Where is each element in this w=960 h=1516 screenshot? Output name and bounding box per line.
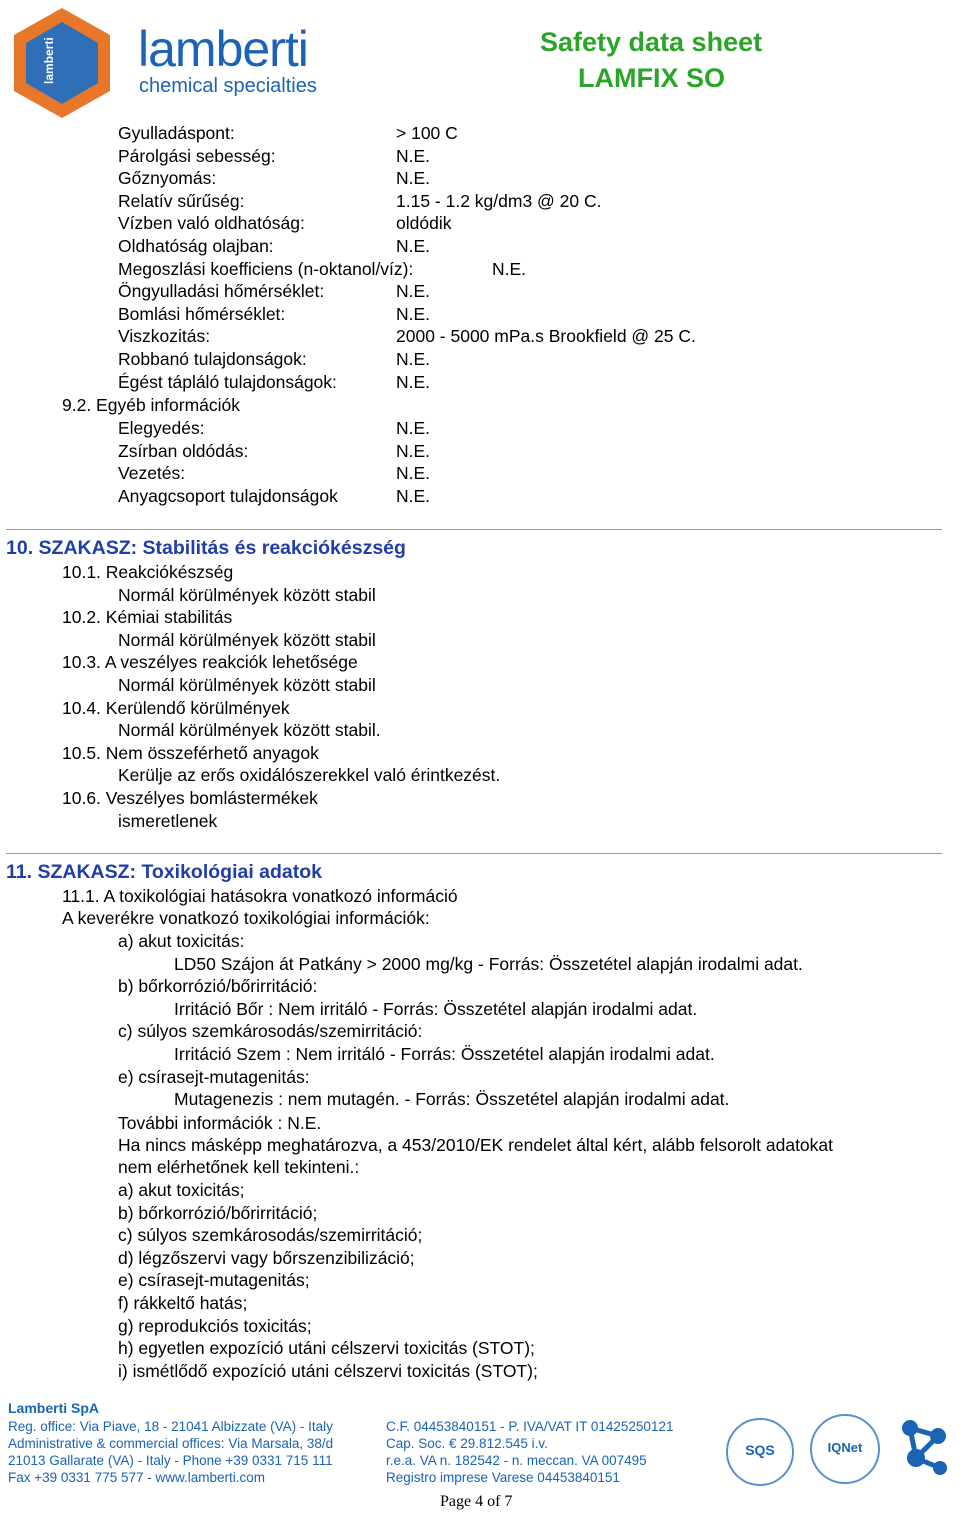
- info-label: Zsírban oldódás:: [118, 440, 249, 461]
- molecule-logo-icon: [896, 1414, 952, 1480]
- property-value: N.E.: [396, 236, 431, 256]
- list-item: c) súlyos szemkárosodás/szemirritáció;: [118, 1225, 423, 1246]
- company-logo: [10, 6, 114, 120]
- subsection-heading: 10.6. Veszélyes bomlástermékek: [62, 788, 318, 808]
- subsection-heading: 10.4. Kerülendő körülmények: [62, 697, 290, 718]
- page-number: Page 4 of 7: [440, 1493, 513, 1510]
- section-divider: [6, 529, 942, 530]
- list-item: d) légzőszervi vagy bőrszenzibilizáció;: [118, 1247, 415, 1268]
- property-label: Gőznyomás:: [118, 168, 217, 189]
- toxicity-detail: LD50 Szájon át Patkány > 2000 mg/kg - Forrás: Összetétel alapján irodalmi adat.: [174, 953, 803, 974]
- property-label: Vízben való oldhatóság:: [118, 213, 305, 234]
- property-label: Égést tápláló tulajdonságok:: [118, 371, 337, 392]
- logo-mark-text: lamberti: [42, 37, 56, 84]
- cert-label-iqnet: IQNet: [827, 1440, 863, 1455]
- property-label: Relatív sűrűség:: [118, 190, 245, 211]
- subsection-text: Normál körülmények között stabil: [118, 629, 376, 650]
- footer-registry-line: Cap. Soc. € 29.812.545 i.v.: [386, 1436, 548, 1451]
- list-item: g) reprodukciós toxicitás;: [118, 1315, 312, 1336]
- property-label: Oldhatóság olajban:: [118, 236, 274, 256]
- info-label: Anyagcsoport tulajdonságok: [118, 485, 338, 506]
- property-value: oldódik: [396, 213, 452, 234]
- property-value: N.E.: [396, 168, 431, 189]
- product-name: LAMFIX SO: [578, 63, 725, 93]
- subsection-heading: 10.1. Reakciókészség: [62, 562, 234, 582]
- section-11-title: 11. SZAKASZ: Toxikológiai adatok: [6, 861, 323, 883]
- toxicity-category: e) csírasejt-mutagenitás:: [118, 1066, 310, 1087]
- property-value: N.E.: [396, 303, 431, 324]
- subsection-heading: 10.5. Nem összeférhető anyagok: [62, 742, 319, 763]
- brand-name: lamberti: [138, 21, 308, 77]
- property-value: N.E.: [396, 371, 431, 392]
- toxicity-category: b) bőrkorrózió/bőrirritáció:: [118, 976, 318, 997]
- footer-address-line: 21013 Gallarate (VA) - Italy - Phone +39 0331 715 111: [8, 1453, 333, 1468]
- list-item: h) egyetlen expozíció utáni célszervi toxicitás (STOT);: [118, 1338, 535, 1359]
- toxicity-detail: Irritáció Bőr : Nem irritáló - Forrás: Összetétel alapján irodalmi adat.: [174, 998, 698, 1019]
- subsection-heading: 10.3. A veszélyes reakciók lehetősége: [62, 652, 358, 673]
- toxicology-intro: A keverékre vonatkozó toxikológiai információk:: [62, 908, 430, 928]
- property-value: 2000 - 5000 mPa.s Brookfield @ 25 C.: [396, 326, 696, 347]
- list-item: f) rákkeltő hatás;: [118, 1293, 248, 1313]
- subsection-text: Normál körülmények között stabil: [118, 584, 376, 605]
- footer-registry-line: r.e.a. VA n. 182542 - n. meccan. VA 007495: [386, 1453, 647, 1468]
- info-label: Vezetés:: [118, 463, 186, 484]
- property-label: Viszkozitás:: [118, 326, 211, 347]
- info-label: Elegyedés:: [118, 418, 205, 438]
- note-line-1: Ha nincs másképp meghatározva, a 453/2010/EK rendelet által kért, alább felsorolt adatokat: [118, 1135, 834, 1155]
- toxicity-category: a) akut toxicitás:: [118, 931, 245, 951]
- list-item: a) akut toxicitás;: [118, 1180, 245, 1200]
- brand-subtitle: chemical specialties: [139, 75, 317, 97]
- note-line-2: nem elérhetőnek kell tekinteni.:: [118, 1157, 360, 1177]
- toxicity-detail: Mutagenezis : nem mutagén. - Forrás: Összetétel alapján irodalmi adat.: [174, 1089, 730, 1110]
- property-value: > 100 C: [396, 123, 458, 143]
- property-label: Robbanó tulajdonságok:: [118, 349, 307, 369]
- info-value: N.E.: [396, 485, 431, 506]
- subsection-text: Normál körülmények között stabil.: [118, 720, 381, 741]
- footer-company: Lamberti SpA: [8, 1400, 100, 1416]
- property-value: N.E.: [396, 145, 431, 166]
- property-label: Párolgási sebesség:: [118, 145, 276, 166]
- iqnet-certification-icon: [810, 1414, 880, 1484]
- footer-address-line: Fax +39 0331 775 577 - www.lamberti.com: [8, 1470, 266, 1485]
- subsection-text: Kerülje az erős oxidálószerekkel való érintkezést.: [118, 765, 501, 786]
- subsection-9-2-heading: 9.2. Egyéb információk: [62, 395, 241, 415]
- property-label: Gyulladáspont:: [118, 123, 235, 143]
- property-label: Bomlási hőmérséklet:: [118, 303, 286, 324]
- list-item: e) csírasejt-mutagenitás;: [118, 1270, 310, 1291]
- footer-registry-line: Registro imprese Varese 04453840151: [386, 1470, 620, 1485]
- footer-address-line: Reg. office: Via Piave, 18 - 21041 Albizzate (VA) - Italy: [8, 1419, 333, 1434]
- logo-hexagon-icon: [10, 6, 114, 120]
- footer-address-line: Administrative & commercial offices: Via Marsala, 38/d: [8, 1436, 334, 1451]
- cert-label-sqs: SQS: [745, 1442, 775, 1458]
- info-value: N.E.: [396, 463, 431, 484]
- subsection-text: Normál körülmények között stabil: [118, 675, 376, 695]
- document-title: Safety data sheet: [540, 27, 763, 57]
- section-divider: [6, 853, 942, 854]
- property-value: 1.15 - 1.2 kg/dm3 @ 20 C.: [396, 190, 602, 211]
- property-value: N.E.: [396, 349, 431, 369]
- footer-registry-line: C.F. 04453840151 - P. IVA/VAT IT 01425250121: [386, 1419, 674, 1434]
- subsection-heading: 10.2. Kémiai stabilitás: [62, 607, 233, 628]
- section-10-title: 10. SZAKASZ: Stabilitás és reakciókészség: [6, 537, 406, 559]
- property-label: Megoszlási koefficiens (n-oktanol/víz):: [118, 258, 414, 279]
- toxicity-category: c) súlyos szemkárosodás/szemirritáció:: [118, 1021, 423, 1042]
- info-value: N.E.: [396, 418, 431, 438]
- property-value: N.E.: [396, 281, 431, 302]
- info-value: N.E.: [396, 440, 431, 461]
- further-information: További információk : N.E.: [118, 1113, 322, 1133]
- sqs-certification-icon: [726, 1418, 794, 1486]
- property-value: N.E.: [492, 258, 527, 279]
- toxicity-detail: Irritáció Szem : Nem irritáló - Forrás: Összetétel alapján irodalmi adat.: [174, 1044, 715, 1064]
- subsection-11-1-heading: 11.1. A toxikológiai hatásokra vonatkozó információ: [62, 886, 458, 906]
- list-item: b) bőrkorrózió/bőrirritáció;: [118, 1202, 318, 1223]
- list-item: i) ismétlődő expozíció utáni célszervi toxicitás (STOT);: [118, 1360, 538, 1381]
- property-label: Öngyulladási hőmérséklet:: [118, 281, 325, 302]
- subsection-text: ismeretlenek: [118, 810, 218, 831]
